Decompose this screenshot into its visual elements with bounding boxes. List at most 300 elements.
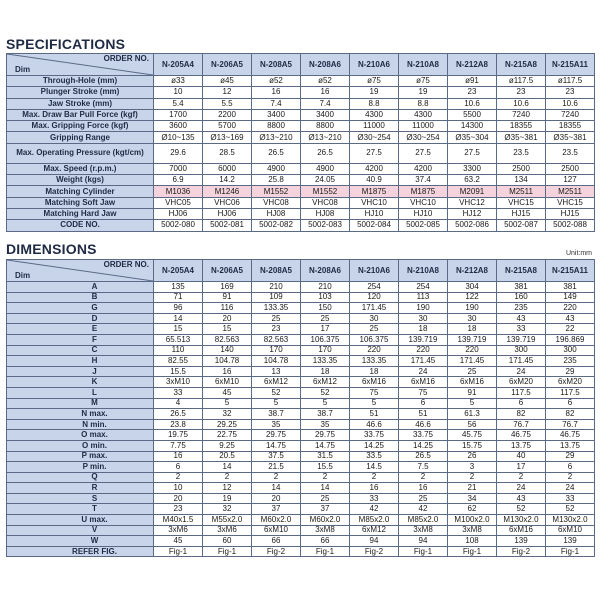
table-cell: 23.5 (497, 143, 546, 163)
table-cell: 300 (546, 345, 595, 356)
table-cell: 10.6 (448, 98, 497, 109)
table-cell: 2 (399, 472, 448, 483)
row-label: REFER FIG. (7, 546, 154, 557)
model-header: N-206A5 (203, 260, 252, 282)
table-cell: 46.75 (546, 430, 595, 441)
table-row (7, 546, 595, 557)
table-cell: 20 (154, 493, 203, 504)
table-cell: 23 (252, 324, 301, 335)
table-cell: 82 (497, 409, 546, 420)
table-cell: 171.45 (497, 356, 546, 367)
table-cell: VHC15 (497, 197, 546, 208)
model-header: N-208A5 (252, 54, 301, 76)
table-row (7, 220, 595, 231)
table-cell: 29 (546, 366, 595, 377)
table-cell: 6 (546, 398, 595, 409)
table-cell: 34 (448, 493, 497, 504)
table-cell: 37 (252, 504, 301, 515)
table-cell: M130x2.0 (546, 515, 595, 526)
row-label: S (7, 493, 154, 504)
table-cell: VHC05 (154, 197, 203, 208)
table-cell: VHC06 (203, 197, 252, 208)
table-cell: 12 (203, 483, 252, 494)
table-cell: 16 (154, 451, 203, 462)
table-cell: 3xM6 (203, 525, 252, 536)
row-label: Through-Hole (mm) (7, 76, 154, 87)
row-label: W (7, 536, 154, 547)
table-cell: 235 (546, 356, 595, 367)
table-cell: 33.75 (350, 430, 399, 441)
table-cell: 2 (448, 472, 497, 483)
table-cell: 3xM8 (448, 525, 497, 536)
table-cell: 16 (350, 483, 399, 494)
table-cell: 66 (301, 536, 350, 547)
table-row (7, 536, 595, 547)
table-cell: 190 (448, 303, 497, 314)
table-row (7, 334, 595, 345)
table-cell: M60x2.0 (301, 515, 350, 526)
table-cell: M55x2.0 (203, 515, 252, 526)
table-cell: 1700 (154, 109, 203, 120)
table-cell: HJ06 (203, 208, 252, 219)
table-cell: 14 (252, 483, 301, 494)
table-row (7, 356, 595, 367)
table-cell: 82.563 (203, 334, 252, 345)
table-cell: HJ15 (497, 208, 546, 219)
table-cell: 5002-080 (154, 220, 203, 231)
row-label: H (7, 356, 154, 367)
table-cell: 5.4 (154, 98, 203, 109)
table-cell: 6xM12 (301, 377, 350, 388)
table-cell: 24 (546, 483, 595, 494)
table-cell: HJ06 (154, 208, 203, 219)
table-cell: 27.5 (399, 143, 448, 163)
table-cell: 381 (546, 282, 595, 293)
row-label: C (7, 345, 154, 356)
table-cell: 210 (301, 282, 350, 293)
table-cell: 31.5 (301, 451, 350, 462)
table-row (7, 430, 595, 441)
table-cell: 24 (497, 366, 546, 377)
table-cell: 2200 (203, 109, 252, 120)
table-cell: 19.75 (154, 430, 203, 441)
table-cell: 65.513 (154, 334, 203, 345)
table-cell: 4 (154, 398, 203, 409)
table-cell: 15.5 (154, 366, 203, 377)
table-cell: 304 (448, 282, 497, 293)
table-cell: 25 (301, 493, 350, 504)
table-cell: HJ08 (252, 208, 301, 219)
model-header: N-212A8 (448, 54, 497, 76)
table-cell: 22 (546, 324, 595, 335)
table-row (7, 462, 595, 473)
table-row (7, 345, 595, 356)
table-cell: 23 (448, 87, 497, 98)
table-cell: 8.8 (350, 98, 399, 109)
table-cell: 170 (252, 345, 301, 356)
table-cell: Fig-2 (350, 546, 399, 557)
table-cell: M85x2.0 (399, 515, 448, 526)
table-cell: 5002-087 (497, 220, 546, 231)
table-cell: 4200 (399, 163, 448, 174)
table-cell: 25 (350, 324, 399, 335)
table-cell: 2 (301, 472, 350, 483)
table-cell: 2 (546, 472, 595, 483)
table-cell: ø117.5 (546, 76, 595, 87)
table-cell: 6xM16 (448, 377, 497, 388)
table-cell: 14 (154, 313, 203, 324)
row-label: L (7, 387, 154, 398)
table-cell: 26.5 (399, 451, 448, 462)
table-cell: 82 (546, 409, 595, 420)
table-cell: Fig-1 (399, 546, 448, 557)
table-cell: 21 (448, 483, 497, 494)
table-cell: 29.25 (203, 419, 252, 430)
table-cell: 5002-081 (203, 220, 252, 231)
table-cell: 139 (546, 536, 595, 547)
table-cell: 108 (448, 536, 497, 547)
row-label: Plunger Stroke (mm) (7, 87, 154, 98)
table-cell: 7.4 (301, 98, 350, 109)
table-cell: 14 (203, 462, 252, 473)
table-cell: M1552 (301, 186, 350, 197)
header-row (7, 260, 595, 282)
table-cell: VHC10 (399, 197, 448, 208)
table-cell: 24.05 (301, 175, 350, 186)
table-cell: 45 (203, 387, 252, 398)
table-cell: 3600 (154, 121, 203, 132)
table-cell: 30 (448, 313, 497, 324)
dimensions-title: DIMENSIONS (6, 241, 97, 257)
model-header: N-208A5 (252, 260, 301, 282)
header-row (7, 54, 595, 76)
table-cell: 76.7 (546, 419, 595, 430)
table-cell: 22.75 (203, 430, 252, 441)
table-row (7, 366, 595, 377)
table-cell: 9.25 (203, 440, 252, 451)
table-cell: 32 (203, 409, 252, 420)
table-cell: 82.55 (154, 356, 203, 367)
table-cell: 235 (497, 303, 546, 314)
table-cell: HJ10 (399, 208, 448, 219)
table-cell: 139.719 (497, 334, 546, 345)
table-cell: 61.3 (448, 409, 497, 420)
table-row (7, 472, 595, 483)
table-cell: VHC10 (350, 197, 399, 208)
table-cell: 24 (497, 483, 546, 494)
table-cell: 6 (497, 398, 546, 409)
table-cell: 96 (154, 303, 203, 314)
table-cell: 10.6 (497, 98, 546, 109)
table-cell: ø52 (301, 76, 350, 87)
table-row (7, 292, 595, 303)
table-cell: 171.45 (399, 356, 448, 367)
table-cell: 23 (497, 87, 546, 98)
table-cell: 196.869 (546, 334, 595, 345)
table-cell: 91 (203, 292, 252, 303)
table-cell: 13.75 (497, 440, 546, 451)
table-cell: 104.78 (252, 356, 301, 367)
table-cell: VHC15 (546, 197, 595, 208)
model-header: N-210A6 (350, 260, 399, 282)
row-label: F (7, 334, 154, 345)
table-cell: 35 (301, 419, 350, 430)
table-cell: 71 (154, 292, 203, 303)
table-cell: 28.5 (203, 143, 252, 163)
table-cell: Ø35~381 (546, 132, 595, 143)
table-cell: 5700 (203, 121, 252, 132)
row-label: CODE NO. (7, 220, 154, 231)
table-row (7, 132, 595, 143)
table-row (7, 208, 595, 219)
table-cell: 33.75 (399, 430, 448, 441)
table-cell: 18 (301, 366, 350, 377)
table-cell: 150 (301, 303, 350, 314)
table-cell: ø75 (399, 76, 448, 87)
table-cell: 76.7 (497, 419, 546, 430)
row-label: Max. Operating Pressure (kgt/cm) (7, 143, 154, 163)
table-cell: 4300 (399, 109, 448, 120)
table-cell: 6xM10 (203, 377, 252, 388)
table-cell: 5500 (448, 109, 497, 120)
table-cell: M2511 (497, 186, 546, 197)
table-cell: 8800 (301, 121, 350, 132)
table-cell: Ø35~304 (448, 132, 497, 143)
table-cell: 43 (497, 493, 546, 504)
table-cell: 14.5 (350, 462, 399, 473)
table-cell: 15 (203, 324, 252, 335)
row-label: K (7, 377, 154, 388)
table-cell: 13.75 (546, 440, 595, 451)
table-cell: 24 (399, 366, 448, 377)
table-cell: 5002-082 (252, 220, 301, 231)
table-cell: 45 (154, 536, 203, 547)
table-cell: 110 (154, 345, 203, 356)
table-cell: M1875 (399, 186, 448, 197)
row-label: Jaw Stroke (mm) (7, 98, 154, 109)
table-cell: Fig-1 (546, 546, 595, 557)
table-cell: 139 (497, 536, 546, 547)
table-cell: 7000 (154, 163, 203, 174)
table-cell: 26.5 (252, 143, 301, 163)
table-cell: Fig-2 (497, 546, 546, 557)
table-cell: 10 (154, 87, 203, 98)
order-no-label: ORDER NO. (103, 260, 149, 269)
table-cell: 16 (252, 87, 301, 98)
table-cell: 21.5 (252, 462, 301, 473)
table-cell: 2 (203, 472, 252, 483)
table-cell: 133.35 (252, 303, 301, 314)
table-cell: 6 (154, 462, 203, 473)
table-cell: 15 (154, 324, 203, 335)
table-cell: M60x2.0 (252, 515, 301, 526)
table-cell: 5 (448, 398, 497, 409)
model-header: N-208A6 (301, 54, 350, 76)
table-cell: Ø35~381 (497, 132, 546, 143)
table-cell: 18 (399, 324, 448, 335)
table-cell: HJ15 (546, 208, 595, 219)
model-header: N-206A5 (203, 54, 252, 76)
table-cell: 2 (252, 472, 301, 483)
row-label: E (7, 324, 154, 335)
row-label: N min. (7, 419, 154, 430)
table-cell: 30 (399, 313, 448, 324)
table-cell: 14.75 (252, 440, 301, 451)
table-cell: 5002-084 (350, 220, 399, 231)
table-cell: Fig-1 (203, 546, 252, 557)
table-cell: 14 (301, 483, 350, 494)
table-row (7, 493, 595, 504)
row-label: Gripping Range (7, 132, 154, 143)
table-cell: 19 (350, 87, 399, 98)
table-cell: 220 (546, 303, 595, 314)
table-cell: 18355 (497, 121, 546, 132)
table-cell: 7240 (497, 109, 546, 120)
table-row (7, 163, 595, 174)
row-label: U max. (7, 515, 154, 526)
table-cell: VHC12 (448, 197, 497, 208)
model-header: N-208A6 (301, 260, 350, 282)
table-cell: 4900 (301, 163, 350, 174)
model-header: N-212A8 (448, 260, 497, 282)
table-cell: 20 (203, 313, 252, 324)
table-row (7, 324, 595, 335)
table-cell: 13 (252, 366, 301, 377)
table-cell: 133.35 (301, 356, 350, 367)
table-cell: 116 (203, 303, 252, 314)
table-row (7, 143, 595, 163)
table-cell: 43 (497, 313, 546, 324)
table-row (7, 525, 595, 536)
table-cell: 3xM8 (301, 525, 350, 536)
row-label: Matching Hard Jaw (7, 208, 154, 219)
table-row (7, 440, 595, 451)
table-cell: 19 (399, 87, 448, 98)
table-cell: 300 (497, 345, 546, 356)
table-cell: 37.4 (399, 175, 448, 186)
table-cell: 16 (301, 87, 350, 98)
table-cell: 170 (301, 345, 350, 356)
table-cell: Ø13~210 (301, 132, 350, 143)
table-row (7, 387, 595, 398)
table-cell: 29.6 (154, 143, 203, 163)
table-cell: 51 (350, 409, 399, 420)
row-label: V (7, 525, 154, 536)
table-cell: 52 (497, 504, 546, 515)
row-label: Q (7, 472, 154, 483)
table-cell: 33 (497, 324, 546, 335)
table-cell: 3xM8 (399, 525, 448, 536)
row-label: Matching Soft Jaw (7, 197, 154, 208)
table-cell: 6xM16 (399, 377, 448, 388)
table-row (7, 109, 595, 120)
table-cell: 10.6 (546, 98, 595, 109)
table-cell: 52 (301, 387, 350, 398)
specifications-table (6, 53, 595, 232)
table-cell: M40x1.5 (154, 515, 203, 526)
table-cell: 10 (154, 483, 203, 494)
row-label: Weight (kgs) (7, 175, 154, 186)
table-cell: 33 (546, 493, 595, 504)
row-label: Max. Draw Bar Pull Force (kgf) (7, 109, 154, 120)
table-cell: 2 (154, 472, 203, 483)
table-cell: 6xM12 (252, 377, 301, 388)
table-cell: M130x2.0 (497, 515, 546, 526)
row-label: Max. Speed (r.p.m.) (7, 163, 154, 174)
table-cell: 16 (203, 366, 252, 377)
table-cell: 91 (448, 387, 497, 398)
table-cell: 52 (546, 504, 595, 515)
table-cell: 139.719 (448, 334, 497, 345)
table-cell: 122 (448, 292, 497, 303)
dim-label: Dim (15, 65, 31, 74)
model-header: N-210A8 (399, 54, 448, 76)
table-cell: 23.5 (546, 143, 595, 163)
table-cell: Ø10~135 (154, 132, 203, 143)
table-cell: 117.5 (497, 387, 546, 398)
table-cell: 37 (301, 504, 350, 515)
table-row (7, 175, 595, 186)
table-cell: 14.75 (301, 440, 350, 451)
table-cell: 35 (252, 419, 301, 430)
model-header: N-215A11 (546, 260, 595, 282)
table-cell: 27.5 (350, 143, 399, 163)
table-cell: 11000 (399, 121, 448, 132)
table-cell: 220 (350, 345, 399, 356)
table-row (7, 76, 595, 87)
table-cell: 5.5 (203, 98, 252, 109)
table-cell: 75 (350, 387, 399, 398)
table-cell: 2500 (546, 163, 595, 174)
table-cell: 33 (154, 387, 203, 398)
table-cell: 32 (203, 504, 252, 515)
table-cell: 94 (350, 536, 399, 547)
model-header: N-210A6 (350, 54, 399, 76)
table-cell: M1552 (252, 186, 301, 197)
table-cell: 3300 (448, 163, 497, 174)
model-header: N-210A8 (399, 260, 448, 282)
table-cell: 46.75 (497, 430, 546, 441)
table-cell: ø91 (448, 76, 497, 87)
table-cell: 139.719 (399, 334, 448, 345)
table-row (7, 451, 595, 462)
row-label: G (7, 303, 154, 314)
table-cell: Ø30~254 (399, 132, 448, 143)
specifications-title: SPECIFICATIONS (6, 36, 126, 52)
table-cell: ø45 (203, 76, 252, 87)
table-cell: 30 (350, 313, 399, 324)
table-cell: 14.25 (399, 440, 448, 451)
table-cell: 7.5 (399, 462, 448, 473)
table-cell: 210 (252, 282, 301, 293)
table-cell: 6 (399, 398, 448, 409)
table-cell: HJ08 (301, 208, 350, 219)
table-cell: 38.7 (252, 409, 301, 420)
model-header: N-215A8 (497, 54, 546, 76)
row-label: O min. (7, 440, 154, 451)
table-cell: 25.8 (252, 175, 301, 186)
table-cell: 2500 (497, 163, 546, 174)
table-cell: 63.2 (448, 175, 497, 186)
table-cell: 12 (203, 87, 252, 98)
table-cell: 5002-086 (448, 220, 497, 231)
table-cell: 38.7 (301, 409, 350, 420)
table-row (7, 419, 595, 430)
table-cell: 37.5 (252, 451, 301, 462)
table-cell: ø33 (154, 76, 203, 87)
model-header: N-215A11 (546, 54, 595, 76)
table-cell: 42 (350, 504, 399, 515)
